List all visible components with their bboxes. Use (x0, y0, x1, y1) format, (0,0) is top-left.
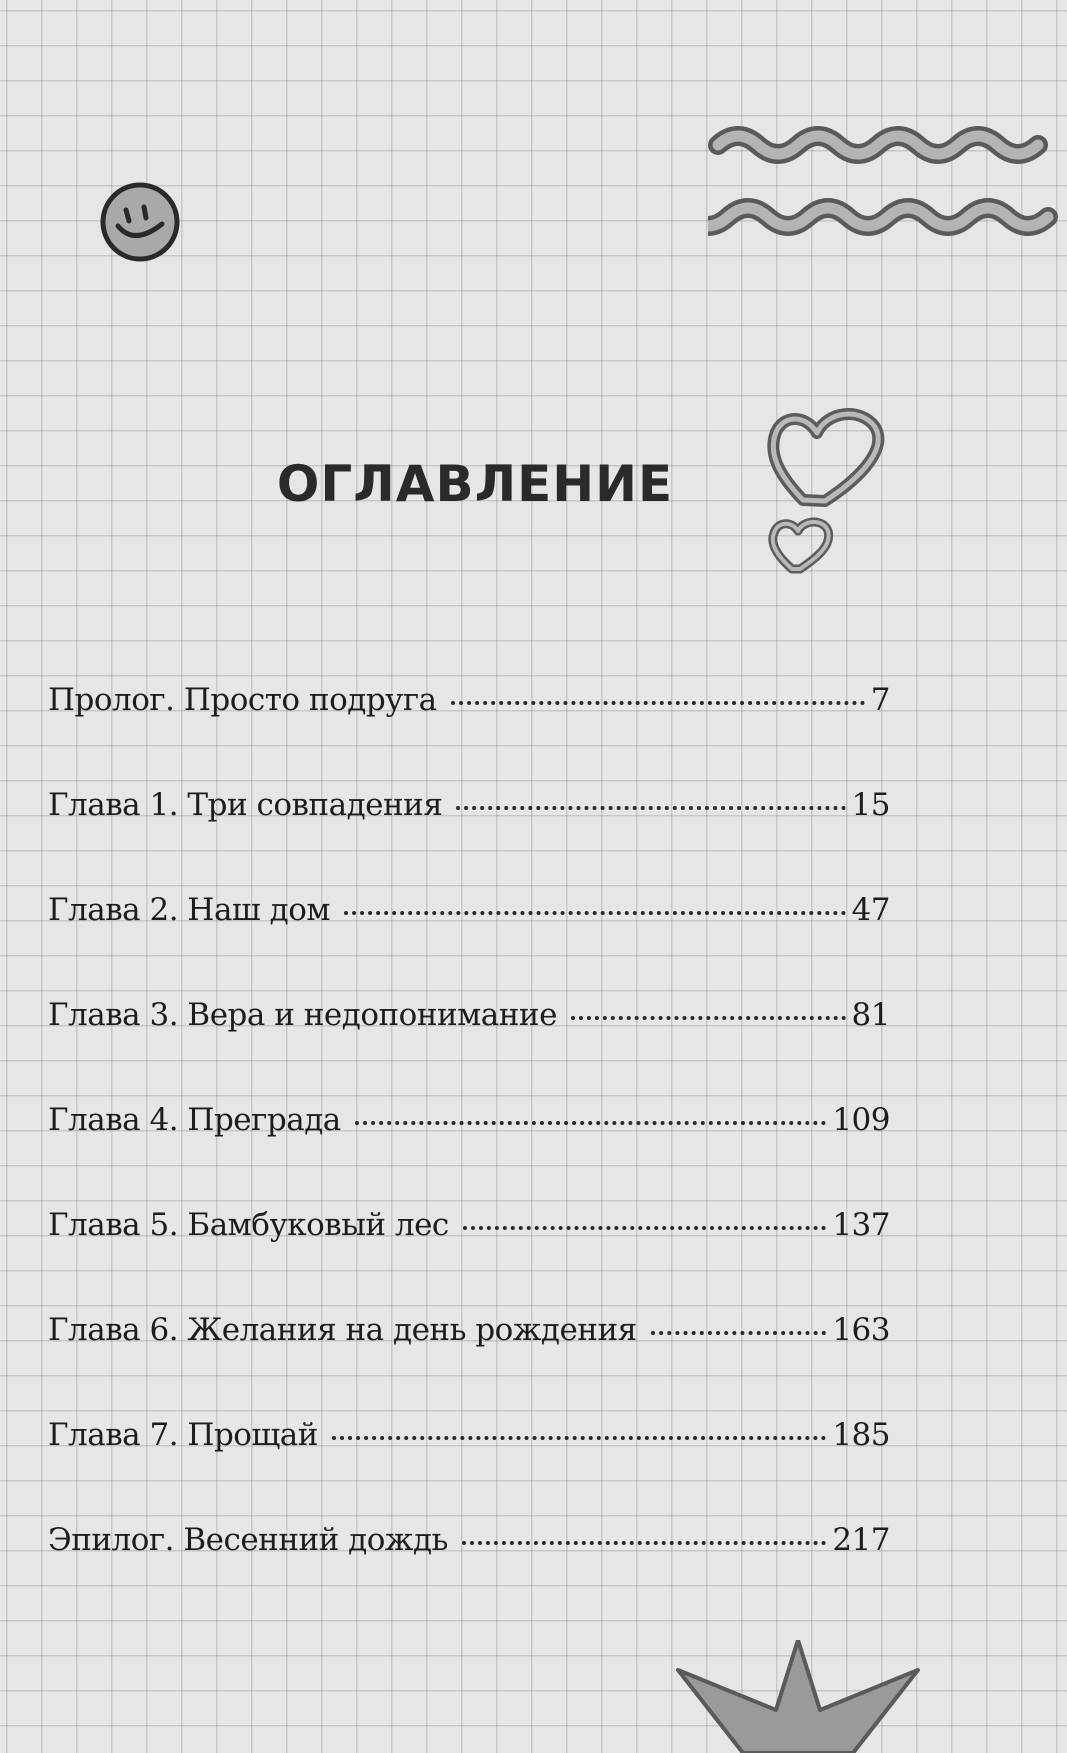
toc-page-number: 7 (870, 682, 890, 718)
toc-entry (48, 1417, 890, 1522)
dot-leader (344, 911, 846, 915)
toc-entry (48, 1312, 890, 1417)
toc-entry-title: Глава 5. Бамбуковый лес (48, 1207, 449, 1243)
toc-page-number: 163 (832, 1312, 890, 1348)
toc-page-number: 217 (832, 1522, 890, 1558)
toc-entry (48, 1522, 890, 1627)
dot-leader (571, 1016, 846, 1020)
toc-entry-title: Пролог. Просто подруга (48, 682, 437, 718)
toc-entry (48, 787, 890, 892)
toc-page-number: 15 (851, 787, 890, 823)
toc-page-number: 137 (832, 1207, 890, 1243)
toc-entry (48, 892, 890, 997)
toc-page-number: 185 (832, 1417, 890, 1453)
star-icon (668, 1640, 928, 1753)
toc-entry-title: Глава 4. Преграда (48, 1102, 341, 1138)
table-of-contents (48, 682, 890, 1627)
dot-leader (355, 1121, 827, 1125)
toc-entry-title: Глава 6. Желания на день рождения (48, 1312, 637, 1348)
toc-entry (48, 1207, 890, 1312)
dot-leader (332, 1436, 826, 1440)
toc-entry-title: Эпилог. Весенний дождь (48, 1522, 448, 1558)
toc-entry-title: Глава 1. Три совпадения (48, 787, 443, 823)
toc-entry-title: Глава 3. Вера и недопонимание (48, 997, 557, 1033)
page-title: ОГЛАВЛЕНИЕ (276, 455, 674, 513)
toc-entry (48, 682, 890, 787)
toc-page-number: 47 (851, 892, 890, 928)
toc-entry (48, 1102, 890, 1207)
wavy-lines-icon (708, 125, 1067, 275)
toc-page-number: 81 (851, 997, 890, 1033)
dot-leader (462, 1541, 826, 1545)
toc-entry (48, 997, 890, 1102)
heart-outline-icon (766, 513, 836, 575)
toc-page-number: 109 (832, 1102, 890, 1138)
dot-leader (456, 806, 845, 810)
smiley-face-icon (98, 180, 182, 264)
toc-entry-title: Глава 2. Наш дом (48, 892, 330, 928)
dot-leader (651, 1331, 827, 1335)
dot-leader (463, 1226, 827, 1230)
toc-entry-title: Глава 7. Прощай (48, 1417, 318, 1453)
dot-leader (451, 701, 865, 705)
